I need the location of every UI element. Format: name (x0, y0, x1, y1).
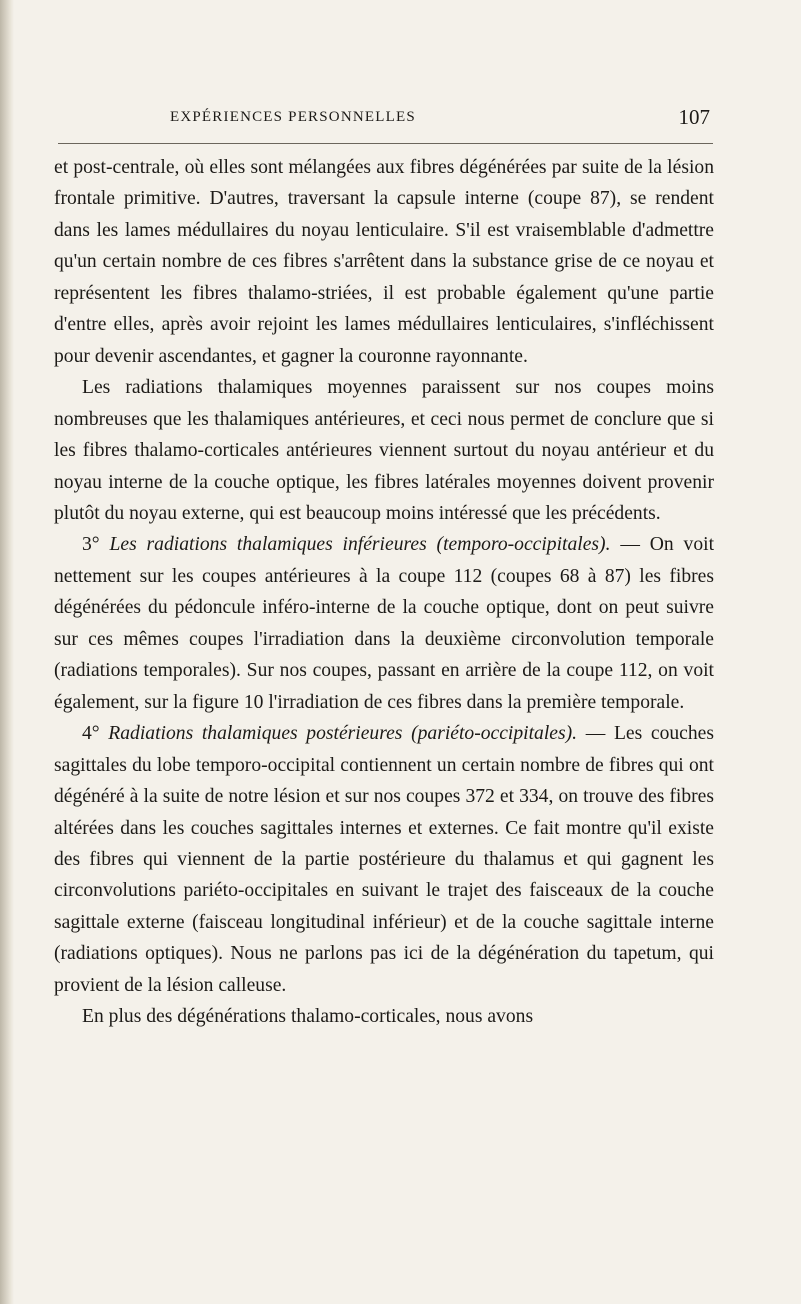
running-head (170, 105, 710, 135)
section-heading: Les radiations thalamiques inférieures (temporo-occipitales). (109, 534, 611, 556)
section-number: 4° (82, 723, 100, 745)
paragraph-1-text: et post-centrale, où elles sont mélangées aux fibres dégénérées par suite de la lésion frontale primitive. D'autres, traversant la capsule interne (coupe 87), se rendent dans les lames médullaires du noyau lenticulaire. S'il est vraisemblable d'admettre qu'un certain nombre de ces fibres s'arrêtent dans la substance grise de ce noyau et représentent les fibres thalamo-striées, il est probable également qu'une partie d'entre elles, après avoir rejoint les lames médullaires lenticulaires, s'infléchissent pour devenir ascendantes, et gagner la couronne rayonnante. (54, 157, 714, 367)
paragraph-4 (54, 718, 714, 1001)
page-number: 107 (678, 105, 710, 129)
paragraph-2 (54, 372, 714, 529)
paragraph-3-text: — On voit nettement sur les coupes antérieures à la coupe 112 (coupes 68 à 87) les fibres dégénérées du pédoncule inféro-interne de la couche optique, dont on peut suivre sur ces mêmes coupes l'irradiation dans la deuxième circonvolution temporale (radiations temporales). Sur nos coupes, passant en arrière de la coupe 112, on voit également, sur la figure 10 l'irradiation de ces fibres dans la première temporale. (54, 534, 715, 713)
running-head-title: EXPÉRIENCES PERSONNELLES (170, 109, 416, 125)
paragraph-5 (54, 1001, 714, 1032)
header-rule (58, 143, 713, 144)
paragraph-5-text: En plus des dégénérations thalamo-corticales, nous avons (82, 1006, 534, 1028)
paragraph-1 (54, 152, 714, 372)
section-number: 3° (82, 534, 100, 556)
section-heading: Radiations thalamiques postérieures (pariéto-occipitales). (108, 723, 578, 745)
body-text (54, 152, 714, 1033)
paragraph-4-text: — Les couches sagittales du lobe temporo-occipital contiennent un certain nombre de fibres qui ont dégénéré à la suite de notre lésion et sur nos coupes 372 et 334, on trouve des fibres altérées dans les couches sagittales internes et externes. Ce fait montre qu'il existe des fibres qui viennent de la partie postérieure du thalamus et qui gagnent les circonvolutions pariéto-occipitales en suivant le trajet des faisceaux de la couche sagittale externe (faisceau longitudinal inférieur) et de la couche sagittale interne (radiations optiques). Nous ne parlons pas ici de la dégénération du tapetum, qui provient de la lésion calleuse. (54, 723, 714, 996)
paragraph-3 (54, 529, 714, 718)
paragraph-2-text: Les radiations thalamiques moyennes paraissent sur nos coupes moins nombreuses que les thalamiques antérieures, et ceci nous permet de conclure que si les fibres thalamo-corticales antérieures viennent surtout du noyau antérieur et du noyau interne de la couche optique, les fibres latérales moyennes doivent provenir plutôt du noyau externe, qui est beaucoup moins intéressé que les précédents. (54, 377, 714, 524)
page-binding-edge (0, 0, 14, 1304)
